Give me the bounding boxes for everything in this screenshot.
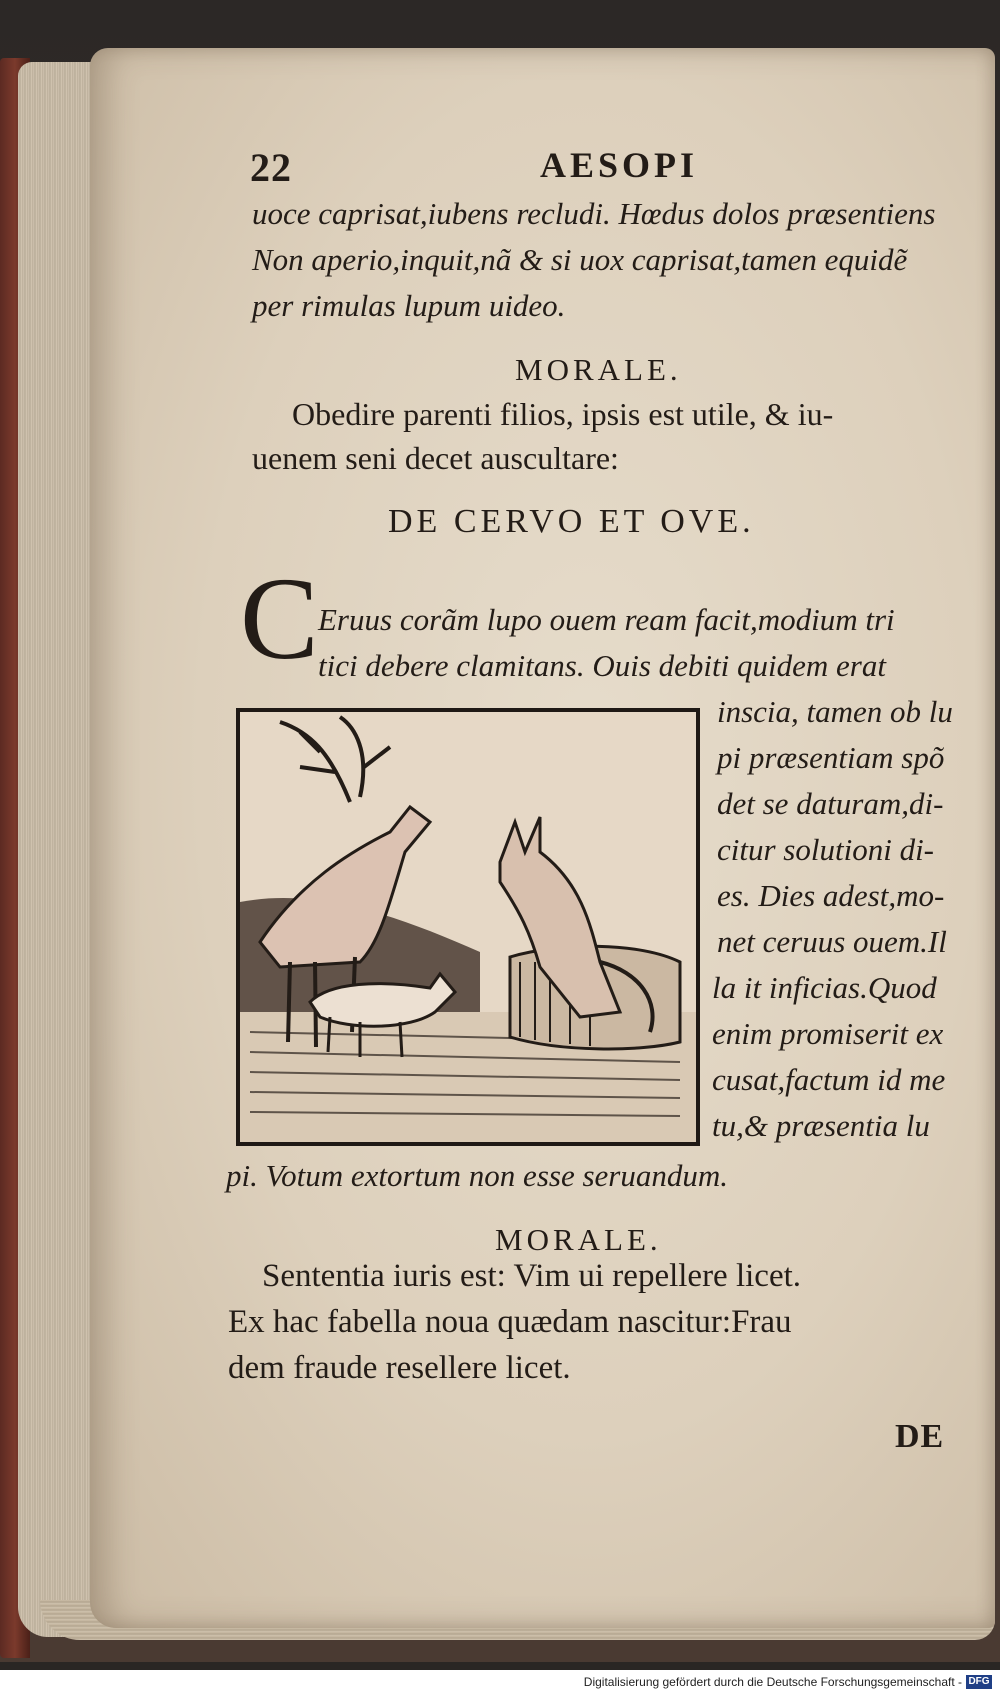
catchword: DE	[895, 1418, 945, 1455]
text-line: inscia, tamen ob lu	[717, 694, 953, 729]
text-line: tici debere clamitans. Ouis debiti quidem erat	[318, 648, 886, 683]
text-line: det se daturam,di-	[717, 786, 944, 821]
page-number: 22	[250, 145, 292, 190]
text-line: tu,& præsentia lu	[712, 1108, 930, 1143]
text-line: Obedire parenti filios, ipsis est utile, & iu-	[292, 396, 834, 432]
digitization-footer	[0, 1670, 1000, 1696]
text-line: citur solutioni di-	[717, 832, 934, 867]
text-line: uenem seni decet auscultare:	[252, 440, 619, 476]
text-line: dem fraude resellere licet.	[228, 1350, 571, 1386]
running-head: AESOPI	[540, 145, 699, 185]
dfg-logo: DFG	[966, 1675, 992, 1689]
page-header	[0, 144, 1000, 194]
text-line: per rimulas lupum uideo.	[252, 288, 566, 323]
text-line: pi præsentiam spõ	[717, 740, 945, 775]
woodcut-drawing	[240, 712, 696, 1142]
text-line: la it inficias.Quod	[712, 970, 937, 1005]
text-line: uoce caprisat,iubens recludi. Hœdus dolos præsentiens	[252, 196, 936, 231]
text-line: es. Dies adest,mo-	[717, 878, 945, 913]
drop-cap: C	[240, 553, 319, 684]
footer-credit: Digitalisierung gefördert durch die Deutsche Forschungsgemeinschaft -	[583, 1675, 962, 1689]
woodcut-illustration	[236, 708, 700, 1146]
text-line: net ceruus ouem.Il	[717, 924, 947, 959]
text-line: Ex hac fabella noua quædam nascitur:Frau	[228, 1304, 792, 1340]
text-line: enim promiserit ex	[712, 1016, 944, 1051]
text-line: Sententia iuris est: Vim ui repellere licet.	[262, 1258, 802, 1294]
text-line: cusat,factum id me	[712, 1062, 946, 1097]
fable-title: DE CERVO ET OVE.	[388, 503, 755, 540]
text-line: Eruus corãm lupo ouem ream facit,modium tri	[318, 602, 895, 637]
moral-heading: MORALE.	[495, 1222, 662, 1257]
page-stack-edge	[18, 62, 98, 1637]
text-line: Non aperio,inquit,nã & si uox caprisat,tamen equidẽ	[252, 242, 908, 277]
text-line: pi. Votum extortum non esse seruandum.	[226, 1158, 728, 1193]
moral-heading: MORALE.	[515, 352, 682, 387]
